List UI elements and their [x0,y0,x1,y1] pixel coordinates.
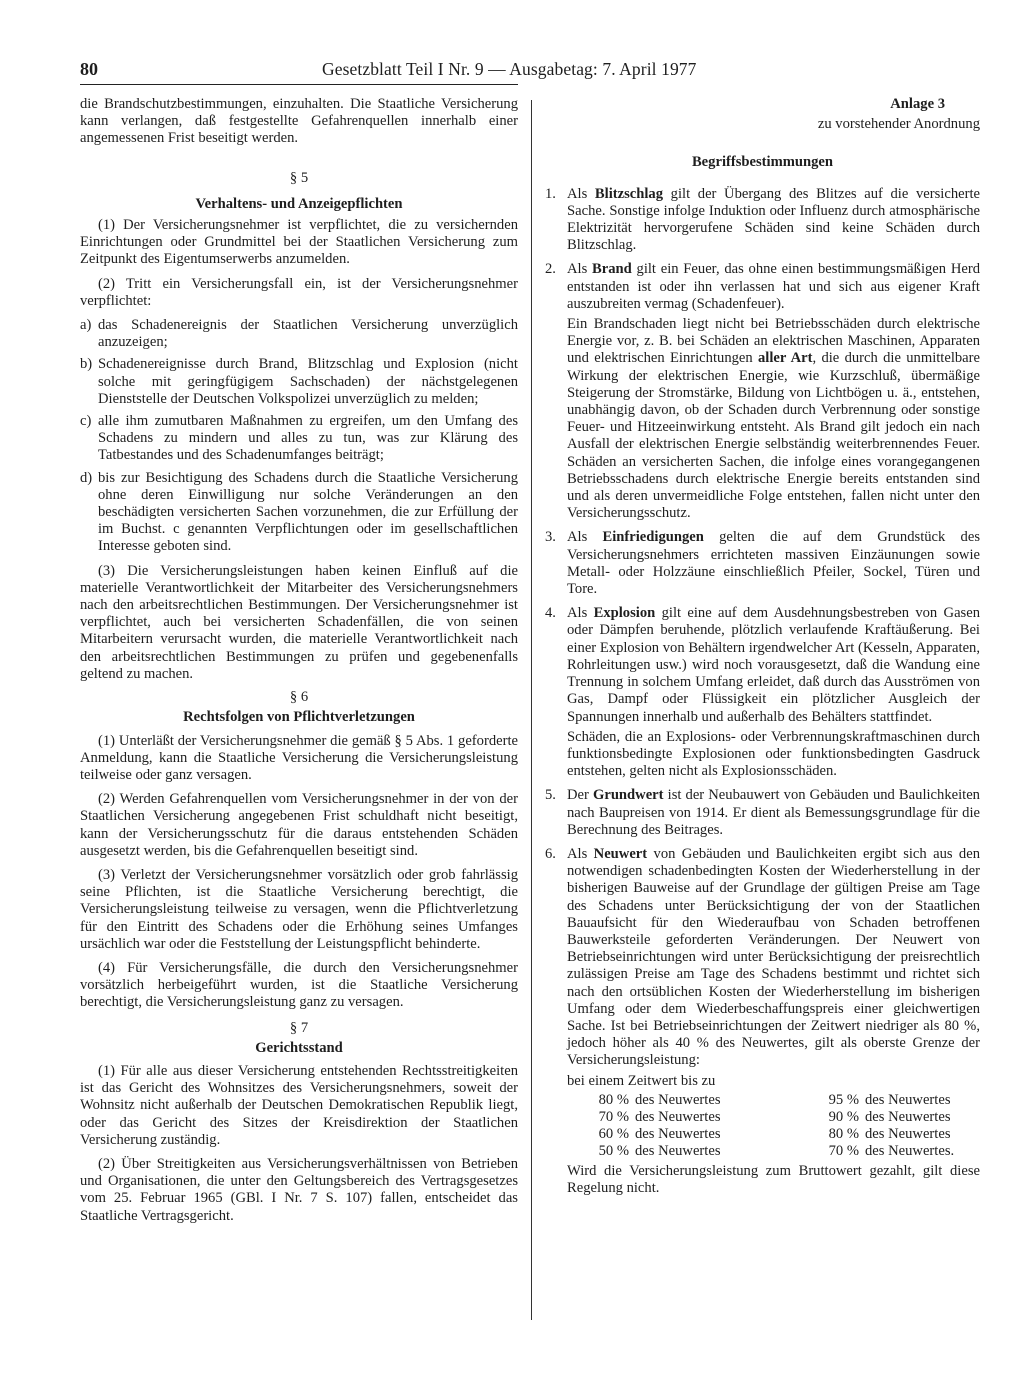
definition-text: Als Einfriedigungen gelten die auf dem Grundstück des Versicherungsnehmers errichteten massiven Einzäunungen sowie Metall- oder Holzzäune einschließlich Pfeiler, Sockel, Türen und Tore. [567,529,981,598]
definitions-heading: Begriffsbestimmungen [691,154,834,171]
left-column [80,96,518,1225]
section-5-title: Verhaltens- und Anzeigepflichten [195,195,403,212]
table-cell: 70 % des Neuwertes. [828,1143,955,1160]
definition-text: Wird die Versicherungsleistung zum Bruttowert gezahlt, gilt diese Regelung nicht. [567,1162,980,1196]
definition-text: Als Explosion gilt eine auf dem Ausdehnungsbestreben von Gasen oder Dämpfen beruhende, plötzlich verlaufende Kraftäußerung. Bei einer Explosion von Behältern irgendwelcher Art (Kesseln, Apparaten, Rohrleitungen usw.) wird noch vorausgesetzt, daß die Wandung eine Trennung in solchem Umfang erleidet, daß durch das Ausströmen von Gas, Dampf oder Flüssigkeit ein plötzlicher Ausgleich der Spannungen innerhalb und außerhalb des Behälters stattfindet. [567,605,981,725]
table-cell: 95 % des Neuwertes [828,1091,951,1108]
definition-text: Als Brand gilt ein Feuer, das ohne einen bestimmungsmäßigen Herd entstanden ist oder ihn verlassen hat und sich aus eigener Kraft auszubreiten vermag (Schadenfeuer). [567,261,980,312]
defined-term: Explosion [593,605,656,622]
definition-text: Als Neuwert von Gebäuden und Baulichkeiten ergibt sich aus den notwendigen schadenbedingten Kosten der Wiederherstellung in der bisherigen Bauweise auf der Grundlage der gültigen Preise am Tage des Schadens unter Berücksichtigung der von der Staatlichen Bauaufsicht für den Wiederaufbau von Schaden betroffenen Bauwerksteile geforderten Veränderungen. Der Neuwert von Betriebseinrichtungen wird unter Berücksichtigung der preisrechtlich zulässigen Preise am Tage des Schadens bestimmt und richtet sich nach den ortsüblichen Kosten der Wiederherstellung im bisherigen Umfang oder dem Wiederbeschaffungspreis einer gleichwertigen Sache. Ist bei Betriebseinrichtungen der Zeitwert niedriger als 80 %, jedoch höher als 40 % des Neuwertes, gilt als oberste Grenze der Versicherungsleistung: [567,845,980,1069]
intro-paragraph: die Brandschutzbestimmungen, einzuhalten. Die Staatliche Versicherung kann verlangen, daß festgestellte Gefahrenquellen innerhalb einer angemessenen Frist beseitigt werden. [80,96,518,147]
section-5-para-2: (2) Tritt ein Versicherungsfall ein, ist der Versicherungsnehmer verpflichtet: [80,275,518,309]
table-cell: 50 % des Neuwertes [598,1143,721,1160]
list-label: d) [80,469,93,486]
item-number: 3. [545,529,556,546]
list-item-c [80,413,518,465]
list-item-d [80,470,518,556]
list-text: bis zur Besichtigung des Schadens durch die Staatliche Versicherung ohne deren Einwilligung nur solche Veränderungen an den beschädigten versicherten Sachen vorzunehmen, die zur Erfüllung der im Buchst. c genannten Verpflichtungen oder im gesellschaftlichen Interesse geboten sind. [98,469,518,555]
table-cell: 70 % des Neuwertes [598,1108,721,1125]
definition-text: Der Grundwert ist der Neubauwert von Gebäuden und Baulichkeiten nach Baupreisen von 1914. Er dient als Bemessungsgrundlage für die Berechnung des Beitrages. [567,787,980,838]
list-label: a) [80,317,92,334]
section-6-para-2: (2) Werden Gefahrenquellen vom Versicherungsnehmer in der von der Staatlichen Versicherung angegebenen Frist schuldhaft nicht beseitigt, kann der Versicherungsschutz für die daraus entstehenden Schäden ausgesetzt werden, bis die Gefahrenquellen beseitigt sind. [80,791,518,859]
item-number: 1. [545,185,556,202]
value-table [567,1092,980,1161]
list-item-a [80,317,518,351]
definition-3 [545,529,980,598]
header-rule [80,84,518,85]
section-5-para-3: (3) Die Versicherungsleistungen haben keinen Einfluß auf die materielle Verantwortlichkeit der Mitarbeiter des Versicherungsnehmers nach den arbeitsrechtlichen Bestimmungen. Der Versicherungsnehmer ist verpflichtet, auch bei versicherten Schadenfällen, die von seinen Mitarbeitern verursacht wurden, die materielle Verantwortlichkeit nach den arbeitsrechtlichen Bestimmungen zu prüfen und gegebenenfalls geltend zu machen. [80,562,518,682]
gazette-title: Gesetzblatt Teil I Nr. 9 — Ausgabetag: 7. April 1977 [322,59,697,79]
section-7-para-1: (1) Für alle aus dieser Versicherung entstehenden Rechtsstreitigkeiten ist das Gericht des Wohnsitzes des Versicherungsnehmers, soweit der Wohnsitz nicht außerhalb der Deutschen Demokratischen Republik liegt, oder das Gericht des Sitzes der Kreisdirektion der Staatlichen Versicherung zuständig. [80,1062,518,1148]
defined-term: Neuwert [593,845,648,862]
section-5-number: § 5 [289,169,309,186]
defined-term: Blitzschlag [594,185,664,202]
annex-label: Anlage 3 [890,96,945,112]
list-text: das Schadenereignis der Staatlichen Versicherung unverzüglich anzuzeigen; [98,317,518,351]
defined-term: Einfriedigungen [602,529,704,546]
list-text: alle ihm zumutbaren Maßnahmen zu ergreifen, um den Umfang des Schadens zu mindern und alles zu tun, was zur Klärung des Tatbestandes und des Schadenumfanges beiträgt; [98,413,518,464]
section-6-para-3: (3) Verletzt der Versicherungsnehmer vorsätzlich oder grob fahrlässig seine Pflichten, ist die Staatliche Versicherung berechtigt, die Versicherungsleistung teilweise zu versagen, wenn die Pflichtverletzung für den Eintritt des Schadens oder die Erhöhung seines Umfanges ursächlich war oder die Feststellung der Leistungspflicht behinderte. [80,866,518,952]
section-7-title: Gerichtsstand [255,1039,343,1056]
definition-1 [545,186,980,255]
list-label: c) [80,413,92,430]
page-header [80,55,980,83]
section-7-number: § 7 [289,1019,309,1036]
table-cell: 80 % des Neuwertes [598,1091,721,1108]
item-number: 6. [545,845,556,862]
section-6-title: Rechtsfolgen von Pflichtverletzungen [183,709,415,726]
item-number: 2. [545,261,556,278]
definition-6 [545,846,980,1197]
definition-4 [545,605,980,780]
section-5-para-1: (1) Der Versicherungsnehmer ist verpflichtet, die zu versichernden Einrichtungen oder Grundmittel bei der Staatlichen Versicherung zum Zeitpunkt des Eigentumserwerbs anzumelden. [80,217,518,268]
section-6-para-4: (4) Für Versicherungsfälle, die durch den Versicherungsnehmer vorsätzlich herbeigeführt wurden, ist die Staatliche Versicherung berechtigt, die Versicherungsleistung ganz zu versagen. [80,959,518,1011]
column-divider [531,100,532,1320]
defined-term: Brand [592,261,632,278]
section-7-para-2: (2) Über Streitigkeiten aus Versicherungsverhältnissen von Betrieben und Organisationen, die unter den Geltungsbereich des Vertragsgesetzes vom 25. Februar 1965 (GBl. I Nr. 7 S. 107) fallen, entscheidet das Staatliche Vertragsgericht. [80,1155,518,1224]
list-label: b) [80,356,93,373]
definition-5 [545,787,980,839]
list-item-b [80,356,518,408]
definition-text: Schäden, die an Explosions- oder Verbrennungskraftmaschinen durch funktionsbedingte Explosionen oder funktionsbedingten Gasdruck entstehen, gelten nicht als Explosionsschäden. [567,728,980,780]
page-number: 80 [80,59,98,79]
annex-subtitle: zu vorstehender Anordnung [817,116,980,133]
right-column [545,96,980,1197]
table-cell: 80 % des Neuwertes [828,1126,951,1143]
definition-2 [545,261,980,522]
definition-text: Als Blitzschlag gilt der Übergang des Blitzes auf die versicherte Sache. Sonstige infolge Induktion oder Influenz durch atmosphärische Elektrizität hervorgerufene Schäden sind keine Schäden durch Blitzschlag. [567,185,980,254]
defined-term: Grundwert [592,787,664,804]
definition-text: Ein Brandschaden liegt nicht bei Betriebsschäden durch elektrische Energie vor, z. B. bei Schäden an elektrischen Maschinen, Apparaten und elektrischen Einrichtungen aller Art, die durch die unmittelbare Wirkung der elektrischen Energie, wie Kurzschluß, übermäßige Steigerung der Stromstärke, Bildung von Lichtbögen u. ä., entstehen, unabhängig davon, ob der Schaden durch Verbrennung oder sonstige Feuer- und Hitzeeinwirkung entsteht. Als Brand gilt jedoch ein nach Ausfall der elektrischen Energie selbständig weiterbrennendes Feuer. Schäden an versicherten Sachen, die infolge eines vorangegangenen Betriebsschadens durch elektrische Energie bereits entstanden sind und als deren unvermeidliche Folge entstehen, fallen nicht unter den Versicherungsschutz. [567,316,980,522]
item-number: 4. [545,605,556,622]
item-number: 5. [545,787,556,804]
table-lead: bei einem Zeitwert bis zu [567,1072,716,1089]
list-text: Schadenereignisse durch Brand, Blitzschlag und Explosion (nicht solche mit geringfügigem Sachschaden) der nächstgelegenen Dienststelle der Deutschen Volkspolizei unverzüglich zu melden; [98,356,518,407]
section-6-para-1: (1) Unterläßt der Versicherungsnehmer die gemäß § 5 Abs. 1 geforderte Anmeldung, kann die Staatliche Versicherung die Versicherungsleistung teilweise oder ganz versagen. [80,732,518,783]
table-cell: 60 % des Neuwertes [598,1126,721,1143]
table-cell: 90 % des Neuwertes [828,1108,951,1125]
section-6-number: § 6 [289,689,309,706]
